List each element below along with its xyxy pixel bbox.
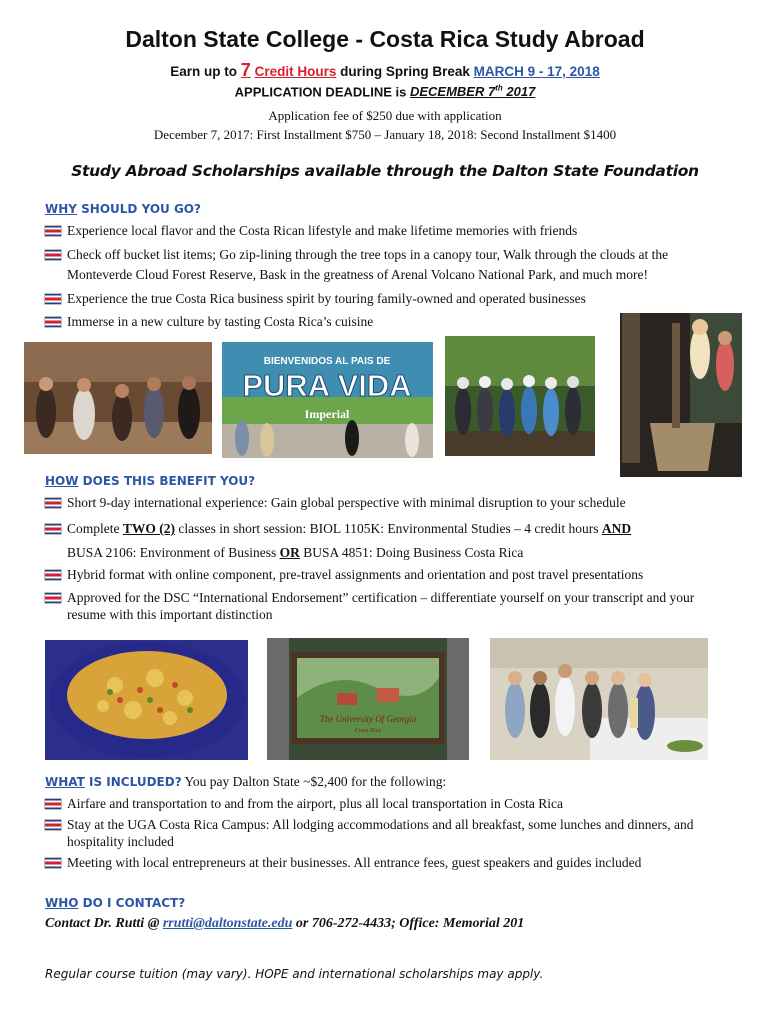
costa-rica-flag-icon xyxy=(45,593,61,603)
credit-number: 7 xyxy=(240,60,251,80)
sign-line-2: Costa Rica xyxy=(354,728,382,734)
list-item: Immerse in a new culture by tasting Costa Rica’s cuisine xyxy=(45,312,735,332)
list-item: Experience the true Costa Rica business spirit by touring family-owned and operated businesses xyxy=(45,289,735,309)
list-item: Complete TWO (2) classes in short session: BIOL 1105K: Environmental Studies – 4 credit hours AND BUSA 2106: Environment of Business OR BUSA 4851: Doing Business Costa Rica xyxy=(45,517,735,565)
photo-zipline-group xyxy=(445,336,595,456)
photo-rice-dish xyxy=(45,640,248,760)
installments: December 7, 2017: First Installment $750 – January 18, 2018: Second Installment $1400 xyxy=(153,127,617,142)
costa-rica-flag-icon xyxy=(45,317,61,327)
scholarships-note: Study Abroad Scholarships available through the Dalton State Foundation xyxy=(71,162,699,180)
costa-rica-flag-icon xyxy=(45,524,61,534)
credit-hours-line xyxy=(0,60,770,81)
costa-rica-flag-icon xyxy=(45,498,61,508)
how-heading: HOW DOES THIS BENEFIT YOU? xyxy=(45,474,256,488)
costa-rica-flag-icon xyxy=(45,570,61,580)
costa-rica-flag-icon xyxy=(45,250,61,260)
earn-prefix: Earn up to xyxy=(170,64,238,79)
photo-uga-sign xyxy=(267,638,469,760)
credit-hours-text: Credit Hours xyxy=(254,64,337,79)
list-item: Short 9-day international experience: Gain global perspective with minimal disruption to your schedule xyxy=(45,493,735,513)
list-item: Check off bucket list items; Go zip-lining through the tree tops in a canopy tour, Walk through the clouds at the Monteverde Cloud Forest Reserve, Bask in the greatness of Arenal Volcano National Park, and much more! xyxy=(45,245,735,285)
page-title: Dalton State College - Costa Rica Study Abroad xyxy=(125,26,645,52)
photo-pura-vida-banner xyxy=(222,342,433,458)
contact-line: Contact Dr. Rutti @ rrutti@daltonstate.edu or 706-272-4433; Office: Memorial 201 xyxy=(45,916,525,931)
photo-traditional-mill xyxy=(620,313,742,477)
banner-line-2: PURA VIDA xyxy=(242,368,412,403)
list-item: Meeting with local entrepreneurs at their businesses. All entrance fees, guest speakers and guides included xyxy=(45,853,735,873)
deadline-date: DECEMBER 7th 2017 xyxy=(409,84,536,100)
trip-dates: MARCH 9 - 17, 2018 xyxy=(473,64,600,79)
banner-line-1: BIENVENIDOS AL PAIS DE xyxy=(263,356,391,367)
list-item: Airfare and transportation to and from the airport, plus all local transportation in Costa Rica xyxy=(45,794,735,814)
photo-group-kitchen xyxy=(490,638,708,760)
sign-line-1: The University Of Georgia xyxy=(319,714,417,724)
costa-rica-flag-icon xyxy=(45,858,61,868)
list-item: Stay at the UGA Costa Rica Campus: All lodging accommodations and all breakfast, some lunches and dinners, and hospitality included xyxy=(45,816,735,850)
what-heading: WHAT IS INCLUDED? You pay Dalton State ~$2,400 for the following: xyxy=(45,774,447,789)
email-link[interactable]: rrutti@daltonstate.edu xyxy=(162,916,293,931)
costa-rica-flag-icon xyxy=(45,820,61,830)
list-item: Approved for the DSC “International Endorsement” certification – differentiate yourself on your transcript and your resume with this important distinction xyxy=(45,589,735,623)
costa-rica-flag-icon xyxy=(45,799,61,809)
earn-mid: during Spring Break xyxy=(340,64,470,79)
who-heading: WHO DO I CONTACT? xyxy=(45,896,186,910)
photo-dancing xyxy=(24,342,212,454)
costa-rica-flag-icon xyxy=(45,226,61,236)
why-heading: WHY SHOULD YOU GO? xyxy=(45,202,201,216)
deadline-label: APPLICATION DEADLINE is xyxy=(234,84,407,100)
list-item: Hybrid format with online component, pre-travel assignments and orientation and post travel presentations xyxy=(45,565,735,585)
application-deadline xyxy=(0,84,770,99)
banner-brand: Imperial xyxy=(304,407,350,421)
application-fee: Application fee of $250 due with application xyxy=(268,108,502,123)
list-item: Experience local flavor and the Costa Rican lifestyle and make lifetime memories with friends xyxy=(45,221,735,241)
footer-note: Regular course tuition (may vary). HOPE and international scholarships may apply. xyxy=(45,967,544,981)
costa-rica-flag-icon xyxy=(45,294,61,304)
